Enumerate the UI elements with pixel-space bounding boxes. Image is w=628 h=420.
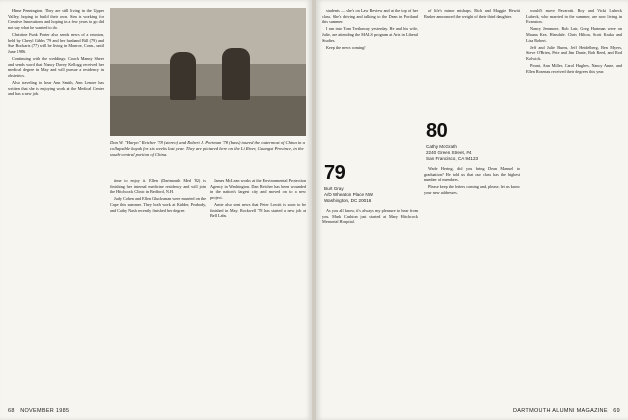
paragraph: Wade Hering, did you bring Dean Manuel to graduation? He told us that our class has the highest number of members.: [424, 166, 520, 183]
photo-caption: Dan W. "Harpo" Reicher '78 (stereo) and Robert J. Portman '78 (bass) toured the outermost of China in a collapsible kayak for six weeks last year. They are pictured here on the Li River, Guangxi Province, in the south-central portion of China.: [110, 140, 305, 157]
left-column-3: [210, 178, 306, 220]
page-number: 69: [613, 408, 620, 414]
left-column-2: [110, 178, 206, 215]
class-year-80: 80: [426, 120, 448, 142]
paragraph: of life's minor mishaps. Rich and Maggie Hewitt Barker announced the weight of their third daughter.: [424, 8, 520, 19]
right-column-3: [526, 8, 622, 76]
paragraph: Also traveling to hear Ann Smith, Ann Lenore has written that she is enjoying work at the Medical Center and has a new job.: [8, 79, 104, 97]
address-line: San Francisco, CA 94123: [426, 156, 479, 161]
right-page: [316, 0, 628, 420]
right-column-1: [322, 8, 418, 52]
left-column-1: [8, 8, 104, 98]
class-address-79: [324, 186, 373, 204]
photo-person: [170, 52, 196, 100]
photo-sky: [110, 8, 306, 64]
paragraph: As you all know, it's always my pleasure to hear from you. Mark Cashion just started at Mary Hitchcock Memorial Hospital.: [322, 208, 418, 225]
paragraph: Arnie also sent news that Peter Lowitt is soon to be finished in May. Rockwell '78 has started a new job at Bell Labs.: [210, 201, 306, 219]
paragraph: would't move Pavarotti. Roy and Vicki Lubeck Lubeck, who married in the summer, are now living in Evanston.: [526, 8, 622, 25]
address-line: Burt Gray: [324, 186, 344, 191]
class-address-80: [426, 144, 478, 162]
paragraph: Judy Cohen and Ellen Glucksman were married on the Cape this summer. They both work at Kidder, Peabody, and Cathy Nash recently finished her degree.: [110, 196, 206, 213]
paragraph: Pirani, Ann Miller, Carol Hughes, Nancy Anne, and Ellen Rosenau received their degrees this year.: [526, 63, 622, 74]
kayak-photo: [110, 8, 306, 136]
page-number: 68: [8, 408, 15, 414]
address-line: A/D Wheaton Place NW: [324, 192, 374, 197]
right-column-1b: [322, 208, 418, 226]
paragraph: Hime Pennington. They are still living in the Upper Valley, hoping to build their own. Sim is working for Creative Innovations and hoping in a few years to go did not say what he wanted to do.: [8, 8, 104, 30]
right-column-2b: [424, 166, 520, 197]
issue-date: NOVEMBER 1985: [20, 408, 70, 414]
folio-left: [8, 408, 69, 414]
paragraph: students — she's on Law Review and at the top of her class. She's driving and talking to the Dean in Portland this summer.: [322, 8, 418, 25]
address-line: Washington, DC 20016: [324, 198, 372, 203]
photo-ground: [110, 96, 306, 136]
paragraph: Continuing with the weddings: Coach Manny Sheer and sends word that Nancy Davey Kellogg received her medical degree in May and will pursue a residency in obstetrics.: [8, 55, 104, 78]
paragraph: Christine Funk Porter also sends news of a reunion, held by Cheryl Gibbs '79 and her husband Bill (79) and Sue Bockaris (77) will be living in Monroe, Conn., until June 1986.: [8, 31, 104, 54]
paragraph: Keep the news coming!: [326, 44, 366, 50]
paragraph: Please keep the letters coming and, please, let us know your new addresses.: [424, 184, 520, 195]
paragraph: I ran into Tom Trethaway yesterday. He and his wife, Julie, are attending the MALS program at Arts in Liberal Studies.: [322, 26, 418, 43]
folio-right: [513, 408, 620, 414]
left-page: [0, 0, 312, 420]
address-line: Cathy McGrath: [426, 144, 457, 149]
right-column-2: [424, 8, 520, 21]
paragraph: Jeff and Julie Burns, Jeff Heidelberg, Ben Myers, Steve O'Brien, Pete and Jim Dante, Bob Reed, and Rod Kolwick.: [526, 44, 622, 61]
address-line: 2240 Green Street, #4: [426, 150, 472, 155]
paragraph: James McLean works at the Environmental Protection Agency in Washington. Dan Reicher has been wounded in the nation's largest city and moved on to a new project.: [210, 178, 306, 200]
class-year-79: 79: [324, 162, 346, 184]
magazine-name: DARTMOUTH ALUMNI MAGAZINE: [513, 408, 608, 414]
paragraph: Nancy Jemmore, Rob Lair, Greg Hartman were on Mauna Kea. Hinsdale. Chris Hilton, Scott Kraka and Lisa Robert.: [526, 26, 622, 43]
paragraph: time to enjoy it. Ellen (Dartmouth Med '82) is finishing her internal medicine residency and will join the Hitchcock Clinic in Bedford, N.H.: [110, 178, 206, 195]
photo-person: [222, 48, 250, 100]
